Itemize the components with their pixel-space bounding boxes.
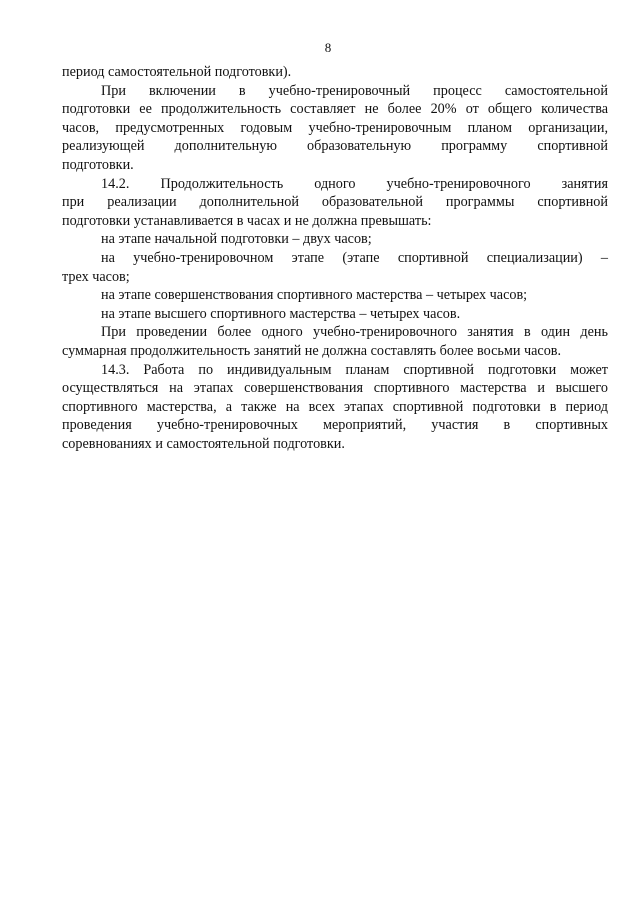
text-line: При проведении более одного учебно-тренировочного занятия в один день bbox=[101, 324, 608, 341]
paragraph-14-2 bbox=[62, 175, 608, 231]
text-line: период самостоятельной подготовки). bbox=[62, 64, 292, 80]
text-line: на этапе начальной подготовки – двух часов; bbox=[101, 231, 372, 248]
text-line: проведения учебно-тренировочных мероприятий, участия в спортивных bbox=[62, 417, 608, 434]
paragraph-self-training bbox=[62, 82, 608, 175]
text-line: 14.2. Продолжительность одного учебно-тренировочного занятия bbox=[101, 175, 608, 192]
paragraph-training-stage bbox=[62, 249, 608, 286]
paragraph-14-3 bbox=[62, 361, 608, 454]
paragraph-improvement-stage bbox=[62, 286, 608, 305]
text-line: на этапе высшего спортивного мастерства – четырех часов. bbox=[101, 305, 461, 322]
paragraph-multiple-sessions bbox=[62, 323, 608, 360]
document-body bbox=[62, 63, 608, 453]
text-line: при реализации дополнительной образовательной программы спортивной bbox=[62, 194, 608, 211]
paragraph-highest-stage bbox=[62, 305, 608, 324]
text-line: суммарная продолжительность занятий не должна составлять более восьми часов. bbox=[62, 342, 562, 359]
text-line: осуществляться на этапах совершенствования спортивного мастерства и высшего bbox=[62, 380, 608, 397]
text-line: на этапе совершенствования спортивного мастерства – четырех часов; bbox=[101, 287, 528, 304]
text-line: трех часов; bbox=[62, 268, 130, 285]
text-line: на учебно-тренировочном этапе (этапе спортивной специализации) – bbox=[101, 249, 608, 266]
text-line: спортивного мастерства, а также на всех этапах спортивной подготовки в период bbox=[62, 398, 608, 415]
text-line: 14.3. Работа по индивидуальным планам спортивной подготовки может bbox=[101, 361, 608, 378]
text-line: реализующей дополнительную образовательную программу спортивной bbox=[62, 138, 608, 155]
text-line: часов, предусмотренных годовым учебно-тренировочным планом организации, bbox=[62, 119, 608, 136]
text-line: подготовки устанавливается в часах и не должна превышать: bbox=[62, 212, 432, 229]
text-line: При включении в учебно-тренировочный процесс самостоятельной bbox=[101, 82, 608, 99]
text-line: подготовки. bbox=[62, 156, 134, 173]
paragraph-initial-stage bbox=[62, 230, 608, 249]
text-line: соревнованиях и самостоятельной подготовки. bbox=[62, 435, 345, 452]
page-number: 8 bbox=[324, 40, 332, 55]
paragraph-continuation bbox=[62, 63, 608, 82]
text-line: подготовки ее продолжительность составляет не более 20% от общего количества bbox=[62, 101, 608, 118]
